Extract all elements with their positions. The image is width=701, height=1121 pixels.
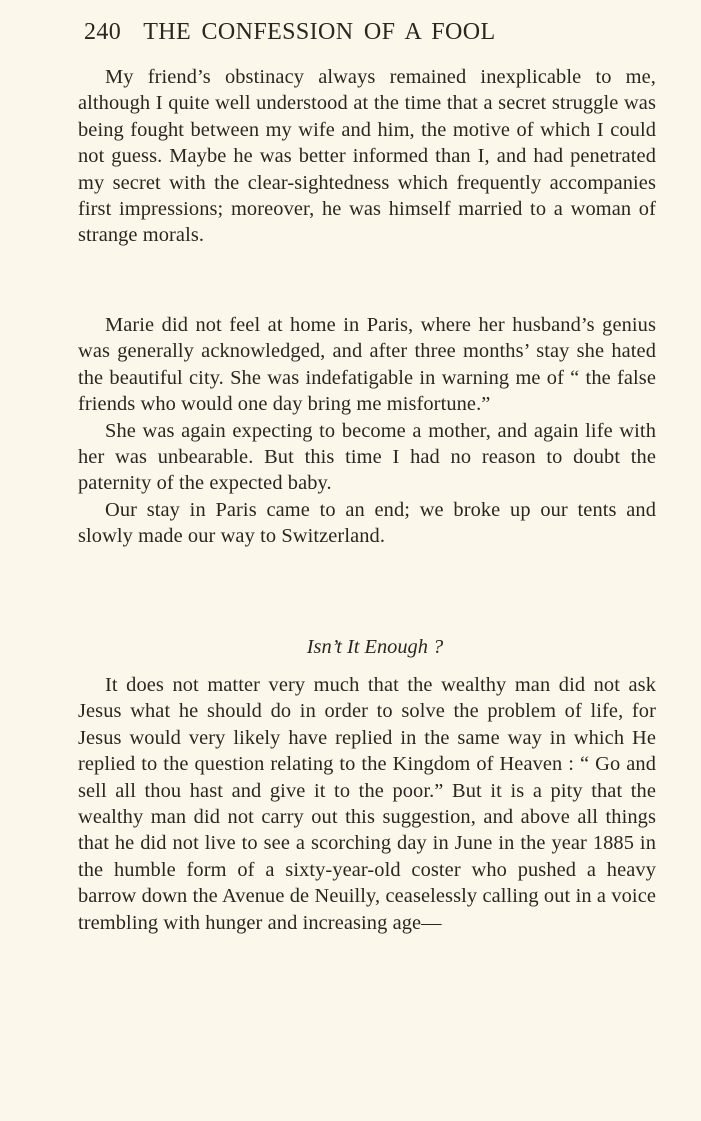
- paragraph: She was again expecting to become a mother, and again life with her was unbearable. But this time I had no reason to doubt the paternity of the expected baby.: [78, 419, 656, 495]
- page-number: 240: [84, 19, 122, 45]
- paragraph: Marie did not feel at home in Paris, where her husband’s genius was generally acknowledged, and after three months’ stay she hated the beautiful city. She was indefatigable in warning me of “ the false friends who would one day bring me misfortune.”: [78, 314, 656, 416]
- paragraph: Our stay in Paris came to an end; we broke up our tents and slowly made our way to Switzerland.: [78, 498, 656, 548]
- paragraph: It does not matter very much that the wealthy man did not ask Jesus what he should do in order to solve the problem of life, for Jesus would very likely have replied in the same way in which He replied to the question relating to the Kingdom of Heaven : “ Go and sell all thou hast and give it to the poor.” But it is a pity that the wealthy man did not carry out this suggestion, and above all things that he did not live to see a scorching day in June in the year 1885 in the humble form of a sixty-year-old coster who pushed a heavy barrow down the Avenue de Neuilly, ceaselessly calling out in a voice trembling with hunger and increasing age—: [78, 674, 656, 934]
- section-heading: Isn’t It Enough ?: [306, 636, 444, 658]
- book-title: THE CONFESSION OF A FOOL: [143, 19, 496, 45]
- text-block-3: [78, 672, 656, 936]
- text-block-1: [78, 64, 656, 249]
- paragraph: My friend’s obstinacy always remained inexplicable to me, although I quite well understood at the time that a secret struggle was being fought between my wife and him, the motive of which I could not guess. Maybe he was better informed than I, and had penetrated my secret with the clear-sightedness which frequently accompanies first impressions; moreover, he was himself married to a woman of strange morals.: [78, 66, 656, 247]
- book-page: [78, 16, 656, 934]
- text-block-2: [78, 312, 656, 550]
- running-head: [84, 16, 656, 48]
